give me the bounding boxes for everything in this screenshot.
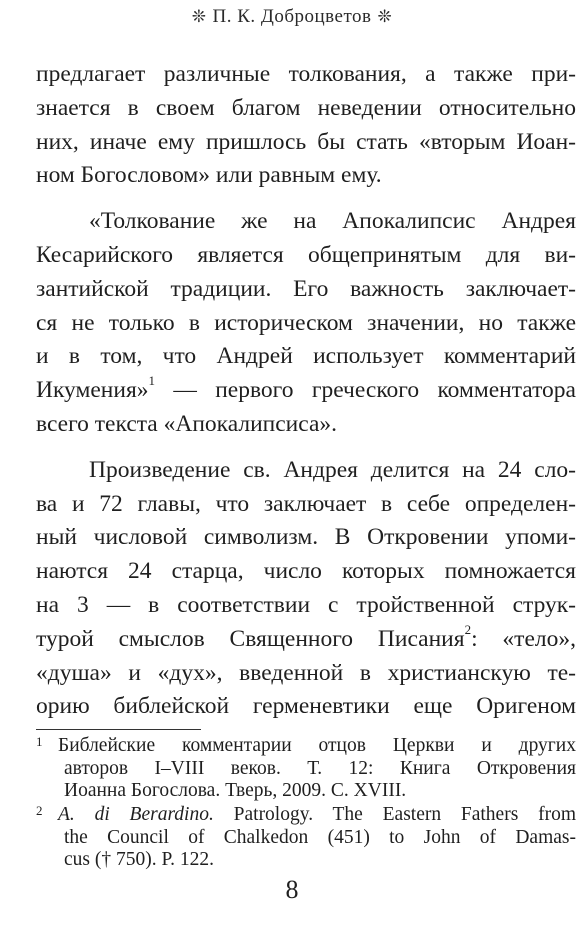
running-head-title: П. К. Доброцветов [212,6,372,27]
text-line: на 3 — в соответствии с тройственной струк- [36,591,576,618]
ornament-right-icon: ❊ [377,7,393,26]
footnote-line: cus († 750). P. 122. [64,849,215,870]
footnote-ref-1: 1 [148,373,156,389]
footnote-number: 2 [36,803,43,818]
text-line: «душа» и «дух», введенной в христианскую те- [36,659,576,686]
footnote-line: авторов I–VIII веков. Т. 12: Книга Откровения [64,758,576,779]
text-line: ном Богословом» или равным ему. [36,162,382,189]
text-line: ся не только в историческом значении, но также [36,309,576,336]
footnote-line: Иоанна Богослова. Тверь, 2009. С. XVIII. [64,780,407,801]
footnote-text: Библейские комментарии отцов Церкви и других [58,735,576,756]
paragraph-2 [36,205,576,442]
text-segment: турой смыслов Священного Писания [36,625,465,652]
text-line: ный числовой символизм. В Откровении упоми- [36,524,576,551]
footnote-number: 1 [36,734,43,749]
text-line: наются 24 старца, число которых помножается [36,558,576,585]
text-line-with-footnote [36,374,576,408]
body-text [36,58,576,724]
page-number: 8 [285,875,299,904]
footnote-line [36,804,576,827]
text-segment: : «тело», [471,625,576,652]
text-line: знается в своем благом неведении относительно [36,94,576,121]
footnote-divider [36,729,201,730]
running-head [0,6,584,28]
text-line: орию библейской герменевтики еще Оригеном [36,693,576,720]
footnote-text: Patrology. The Eastern Fathers from [213,804,576,825]
footnote-ref-2: 2 [464,621,472,637]
text-line: предлагает различные толкования, а также при- [36,61,576,87]
paragraph-3 [36,454,576,724]
footnote-1 [36,735,576,802]
text-segment: — первого греческого комментатора [155,377,576,404]
text-line: ва и 72 главы, что заключает в себе определен- [36,490,576,517]
text-line: и в том, что Андрей использует комментарий [36,343,576,370]
footnote-author: A. di Berardino. [58,804,214,825]
text-line: Произведение св. Андрея делится на 24 сло- [89,456,576,483]
text-line: них, иначе ему пришлось бы стать «вторым Иоан- [36,128,576,155]
paragraph-1 [36,58,576,193]
footnote-2 [36,804,576,871]
text-line: Кесарийского является общепринятым для ви- [36,241,576,268]
footnote-line [36,735,576,758]
text-line-with-footnote [36,623,576,657]
footnotes [36,735,576,873]
text-line: зантийской традиции. Его важность заключает- [36,275,576,302]
text-segment: Икумения» [36,377,149,404]
text-line: всего текста «Апокалипсиса». [36,410,338,437]
ornament-left-icon: ❊ [191,7,207,26]
text-line: «Толкование же на Апокалипсис Андрея [89,208,576,235]
footnote-line: the Council of Chalkedon (451) to John of Damas- [64,827,576,848]
